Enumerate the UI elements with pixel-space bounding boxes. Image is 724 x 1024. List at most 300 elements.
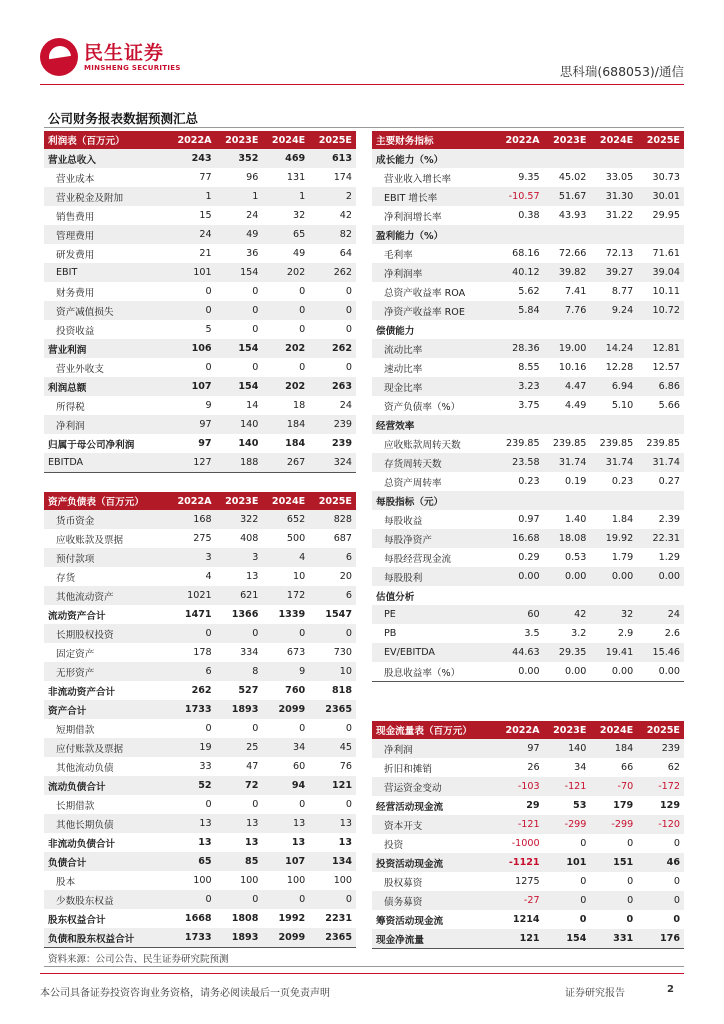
cell-value: 10 [309, 662, 356, 681]
cell-value [544, 320, 591, 339]
cell-value: 0 [216, 624, 263, 643]
cell-value: 140 [544, 739, 591, 758]
cell-value: 262 [309, 263, 356, 282]
cell-value: 31.74 [544, 453, 591, 472]
cell-value: 13 [216, 814, 263, 833]
table-row [372, 815, 684, 834]
cell-value: 10 [292, 571, 306, 582]
cell-value: 0.00 [611, 666, 634, 677]
row-label: 无形资产 [44, 662, 169, 681]
cell-value: 96 [246, 172, 259, 183]
row-label: 偿债能力 [376, 325, 415, 337]
row-label: 营业总收入 [44, 149, 169, 168]
cell-value: -121 [497, 815, 544, 834]
table-row [372, 206, 684, 225]
cell-value: 0 [299, 723, 306, 734]
cell-value: 154 [216, 377, 263, 396]
cell-value: 65 [169, 852, 216, 871]
cell-value: 263 [309, 377, 356, 396]
cell-value: 18 [292, 400, 306, 411]
cell-value: 42 [339, 210, 352, 221]
table-row [372, 168, 684, 187]
cell-value: 4 [205, 571, 212, 582]
cell-value: 174 [333, 172, 352, 183]
table-row [44, 662, 356, 681]
table-header-row [372, 721, 684, 739]
row-label: 总资产收益率 ROA [384, 287, 466, 299]
cell-value: 107 [262, 852, 309, 871]
cell-value: 469 [262, 149, 309, 168]
table-row [372, 358, 684, 377]
cell-value: 0 [299, 286, 306, 297]
cell-value: 14.24 [590, 339, 637, 358]
cell-value: 0 [299, 362, 306, 373]
table-row [372, 510, 684, 529]
cell-value: 3.2 [571, 628, 587, 639]
row-label: 净利润 [372, 739, 497, 758]
cell-value: 4.47 [544, 377, 591, 396]
cell-value: -172 [637, 777, 684, 796]
column-header: 2022A [497, 721, 544, 739]
table-row [44, 909, 356, 928]
cell-value: 18.08 [544, 529, 591, 548]
row-label: 预付款项 [44, 548, 169, 567]
cell-value: 621 [216, 586, 263, 605]
key-ratios-table [372, 131, 684, 682]
cell-value [590, 491, 637, 510]
cell-value: 49 [216, 225, 263, 244]
cell-value: 42 [544, 605, 591, 624]
section-title: 公司财务报表数据预测汇总 [48, 111, 199, 126]
column-header: 2025E [309, 492, 356, 510]
cell-value: 172 [262, 586, 309, 605]
report-header [40, 36, 684, 82]
table-row [372, 529, 684, 548]
cell-value [497, 491, 544, 510]
table-row [372, 586, 684, 605]
cell-value: 10.11 [652, 286, 680, 297]
cell-value: 0 [205, 362, 212, 373]
column-header: 2025E [309, 131, 356, 149]
cell-value [637, 225, 684, 244]
cell-value: 3.23 [497, 377, 544, 396]
row-label: 现金比率 [372, 377, 497, 396]
row-label: 长期股权投资 [44, 624, 169, 643]
row-label: 流动比率 [372, 339, 497, 358]
cell-value: 65 [262, 225, 309, 244]
row-label: 股权募资 [384, 877, 423, 889]
cell-value: 9.35 [518, 172, 540, 183]
cell-value: 28.36 [497, 339, 544, 358]
row-label: 每股收益 [384, 515, 423, 527]
row-label: 股息收益率（%） [384, 667, 461, 679]
cell-value: 0 [309, 624, 356, 643]
cell-value: 2099 [262, 928, 309, 948]
cell-value: 1 [216, 187, 263, 206]
table-row [372, 796, 684, 815]
table-row [44, 757, 356, 776]
cell-value: 1733 [169, 928, 216, 948]
row-label: 资本开支 [372, 815, 497, 834]
table-row [372, 187, 684, 206]
cell-value: 6 [169, 662, 216, 681]
cell-value: 1.84 [611, 514, 634, 525]
table-row [372, 263, 684, 282]
table-row [44, 719, 356, 738]
row-label: EBITDA [44, 453, 169, 473]
table-row [44, 434, 356, 453]
row-label: 存货 [56, 572, 76, 584]
table-row [372, 910, 684, 929]
cell-value: 1668 [184, 913, 212, 924]
cell-value: 40.12 [497, 263, 544, 282]
row-label: 少数股东权益 [44, 890, 169, 909]
cell-value: 184 [590, 739, 637, 758]
row-label: 营运资金变动 [372, 777, 497, 796]
table-row [44, 567, 356, 586]
cell-value: 0 [544, 891, 591, 910]
cell-value: 5.66 [658, 400, 680, 411]
cell-value: 0.00 [658, 666, 680, 677]
row-label: 净资产收益率 ROE [372, 301, 497, 320]
table-row [44, 624, 356, 643]
row-label: 筹资活动现金流 [376, 915, 444, 927]
table-row [44, 244, 356, 263]
column-header: 2024E [262, 492, 309, 510]
cell-value: 19 [169, 738, 216, 757]
cell-value: -70 [590, 777, 637, 796]
table-row [44, 225, 356, 244]
cell-value: 154 [216, 263, 263, 282]
cell-value: 239.85 [552, 438, 587, 449]
cell-value: 19.92 [590, 529, 637, 548]
cell-value: 22.31 [637, 529, 684, 548]
cell-value: 239 [637, 739, 684, 758]
cell-value: 46 [637, 853, 684, 872]
table-row [44, 738, 356, 757]
row-label: 投资活动现金流 [372, 853, 497, 872]
table-row [372, 434, 684, 453]
cell-value: 25 [216, 738, 263, 757]
cell-value: 0 [627, 838, 634, 849]
cell-value: 127 [169, 453, 216, 473]
cell-value: 151 [590, 853, 637, 872]
table-row [44, 586, 356, 605]
cell-value: 818 [331, 685, 352, 696]
cell-value: 0.00 [544, 567, 591, 586]
cell-value [590, 149, 637, 168]
cell-value: 24 [339, 400, 352, 411]
cell-value: 184 [262, 415, 309, 434]
table-row [44, 681, 356, 700]
table-row [372, 662, 684, 682]
cell-value: 13 [291, 837, 306, 848]
cell-value: 76 [339, 761, 352, 772]
cell-value: -1121 [497, 853, 544, 872]
row-label: 归属于母公司净利润 [48, 439, 135, 451]
row-label: 所得税 [56, 401, 85, 413]
cell-value: 0.00 [497, 567, 544, 586]
cell-value: 6.86 [637, 377, 684, 396]
cell-value: 1366 [231, 609, 259, 620]
cell-value: 239.85 [599, 438, 634, 449]
cell-value: 1339 [278, 609, 306, 620]
cell-value: 140 [238, 438, 259, 449]
cell-value: 129 [659, 800, 680, 811]
cell-value: 13 [246, 571, 259, 582]
table-row [44, 301, 356, 320]
cell-value: 5.62 [518, 286, 540, 297]
cell-value: 1.79 [611, 552, 634, 563]
cell-value: 331 [590, 929, 637, 949]
cell-value: 1275 [515, 876, 540, 887]
cell-value: 13 [262, 814, 309, 833]
row-label: 盈利能力（%） [372, 225, 497, 244]
cell-value: -27 [497, 891, 544, 910]
cell-value: 0 [205, 723, 212, 734]
cell-value: 0 [205, 799, 212, 810]
cell-value [544, 415, 591, 434]
cell-value: 13 [169, 814, 216, 833]
table-row [44, 814, 356, 833]
table-row [44, 396, 356, 415]
table-row [44, 187, 356, 206]
table-row [44, 358, 356, 377]
row-label: 股东权益合计 [48, 914, 106, 926]
cell-value [544, 491, 591, 510]
row-label: 投资 [384, 839, 404, 851]
cell-value: 34 [574, 762, 587, 773]
income-statement-table [44, 131, 356, 473]
cell-value: 15 [199, 210, 212, 221]
cell-value: 29 [526, 800, 540, 811]
column-header: 2025E [637, 721, 684, 739]
source-divider [44, 966, 684, 967]
cell-value: 8 [216, 662, 263, 681]
cell-value: 107 [169, 377, 216, 396]
cell-value: 168 [169, 510, 216, 529]
table-title: 资产负债表（百万元） [44, 492, 169, 510]
cell-value: 19.41 [590, 643, 637, 662]
footer-report-type: 证券研究报告 [565, 988, 625, 999]
row-label: 净利润增长率 [384, 211, 442, 223]
cell-value: 26 [527, 762, 540, 773]
cell-value: 72.66 [558, 248, 587, 259]
row-label: 应付账款及票据 [44, 738, 169, 757]
row-label: 研发费用 [56, 249, 95, 261]
cell-value: 82 [309, 225, 356, 244]
cell-value: 0.97 [518, 514, 540, 525]
cell-value: 9 [205, 400, 212, 411]
cell-value: 408 [240, 533, 259, 544]
row-label: 营业收入增长率 [384, 173, 452, 185]
cell-value: -299 [590, 815, 637, 834]
cell-value: 6.94 [590, 377, 637, 396]
cell-value: 101 [169, 263, 216, 282]
cell-value: 262 [191, 685, 212, 696]
table-row [372, 377, 684, 396]
cell-value: 45.02 [558, 172, 587, 183]
row-label: 货币资金 [44, 510, 169, 529]
cell-value: 36 [246, 248, 259, 259]
row-label: PB [384, 628, 397, 639]
column-header: 2023E [544, 131, 591, 149]
cell-value: 12.28 [605, 362, 634, 373]
cell-value: 334 [240, 647, 259, 658]
column-header: 2024E [590, 131, 637, 149]
table-row [372, 891, 684, 910]
cell-value: 10.16 [558, 362, 587, 373]
cell-value: 184 [285, 438, 306, 449]
table-row [372, 777, 684, 796]
cell-value: 100 [193, 875, 212, 886]
row-label: 其他流动资产 [44, 586, 169, 605]
table-row [372, 339, 684, 358]
cell-value: 8.55 [518, 362, 540, 373]
cell-value [590, 320, 637, 339]
cell-value: 2 [309, 187, 356, 206]
cell-value: 9.24 [590, 301, 637, 320]
cell-value: 0 [169, 890, 216, 909]
table-row [44, 168, 356, 187]
cell-value: 154 [216, 339, 263, 358]
cell-value: 72.13 [605, 248, 634, 259]
cell-value: -121 [544, 777, 591, 796]
table-header-row [372, 131, 684, 149]
cell-value: 31.74 [637, 453, 684, 472]
cell-value: 101 [544, 853, 591, 872]
cell-value: 60 [292, 761, 306, 772]
cell-value [497, 415, 544, 434]
cell-value: 21 [199, 248, 212, 259]
cell-value: 0 [252, 799, 259, 810]
table-row [44, 320, 356, 339]
table-header-row [44, 492, 356, 510]
cell-value: 1471 [184, 609, 212, 620]
cell-value: 1992 [278, 913, 306, 924]
table-row [44, 643, 356, 662]
cell-value: 19.00 [544, 339, 591, 358]
table-row [44, 415, 356, 434]
cell-value: 1547 [325, 609, 352, 620]
cell-value: 121 [309, 776, 356, 795]
table-row [44, 871, 356, 890]
cell-value: 100 [333, 875, 352, 886]
row-label: 速动比率 [384, 363, 423, 375]
row-label: 债务募资 [372, 891, 497, 910]
cell-value: 0 [205, 286, 212, 297]
row-label: 资产减值损失 [44, 301, 169, 320]
table-row [372, 244, 684, 263]
cell-value: 0.27 [658, 476, 680, 487]
table-row [372, 643, 684, 662]
cell-value: 687 [333, 533, 352, 544]
row-label: 营业利润 [44, 339, 169, 358]
cell-value: 32 [590, 605, 637, 624]
table-row [44, 282, 356, 301]
table-header-row [44, 131, 356, 149]
cell-value: 0.19 [565, 476, 587, 487]
cell-value: 12.57 [652, 362, 680, 373]
cell-value [497, 320, 544, 339]
row-label: 经营效率 [372, 415, 497, 434]
cell-value: 30.01 [637, 187, 684, 206]
cell-value: 100 [286, 875, 306, 886]
table-row [372, 149, 684, 168]
cell-value: 0 [252, 723, 259, 734]
cell-value: 179 [613, 800, 634, 811]
row-label: 现金净流量 [372, 929, 497, 949]
cell-value: 202 [262, 339, 309, 358]
cell-value: 2231 [325, 913, 352, 924]
cell-value: -103 [497, 777, 544, 796]
cell-value: 1733 [169, 700, 216, 719]
cell-value: 34 [262, 738, 309, 757]
cell-value: 1.40 [565, 514, 587, 525]
cell-value: 12.81 [637, 339, 684, 358]
cell-value: 24 [246, 210, 259, 221]
table-row [372, 301, 684, 320]
row-label: 应收账款周转天数 [384, 439, 461, 451]
logo-text-en: MINSHENG SECURITIES [84, 64, 181, 72]
cell-value: 39.04 [637, 263, 684, 282]
column-header: 2022A [497, 131, 544, 149]
row-label: 负债和股东权益合计 [44, 928, 169, 948]
cell-value: 1 [262, 187, 309, 206]
cell-value: 39.27 [590, 263, 637, 282]
cell-value: 0 [345, 799, 352, 810]
table-row [372, 739, 684, 758]
cell-value: 0 [580, 838, 587, 849]
cell-value: 72 [216, 776, 263, 795]
cell-value: -120 [637, 815, 684, 834]
column-header: 2024E [262, 131, 309, 149]
cell-value: 100 [240, 875, 259, 886]
cell-value: 13 [198, 837, 212, 848]
column-header: 2025E [637, 131, 684, 149]
cell-value: 0 [345, 723, 352, 734]
table-row [44, 833, 356, 852]
cell-value: 188 [216, 453, 263, 473]
cell-value: 31.30 [590, 187, 637, 206]
cell-value: 0 [673, 914, 680, 925]
cell-value: 0 [345, 324, 352, 335]
cell-value: 8.77 [611, 286, 634, 297]
cell-value: 0.00 [518, 666, 540, 677]
cell-value: 0.29 [518, 552, 540, 563]
cell-value: 0 [637, 891, 684, 910]
cell-value [637, 415, 684, 434]
cell-value: 47 [246, 761, 259, 772]
cell-value: 52 [169, 776, 216, 795]
row-label: 非流动负债合计 [48, 838, 116, 850]
table-row [44, 776, 356, 795]
row-label: 管理费用 [44, 225, 169, 244]
cell-value: 0.00 [565, 666, 587, 677]
cell-value: 0 [299, 799, 306, 810]
cell-value: 0 [345, 362, 352, 373]
cell-value [590, 586, 637, 605]
cell-value: 0 [216, 301, 263, 320]
cell-value: 760 [285, 685, 306, 696]
row-label: 净利润率 [372, 263, 497, 282]
cell-value: 97 [169, 415, 216, 434]
cell-value: 33 [199, 761, 212, 772]
cell-value [544, 149, 591, 168]
column-header: 2022A [169, 131, 216, 149]
cell-value: 673 [286, 647, 306, 658]
row-label: 固定资产 [56, 648, 95, 660]
